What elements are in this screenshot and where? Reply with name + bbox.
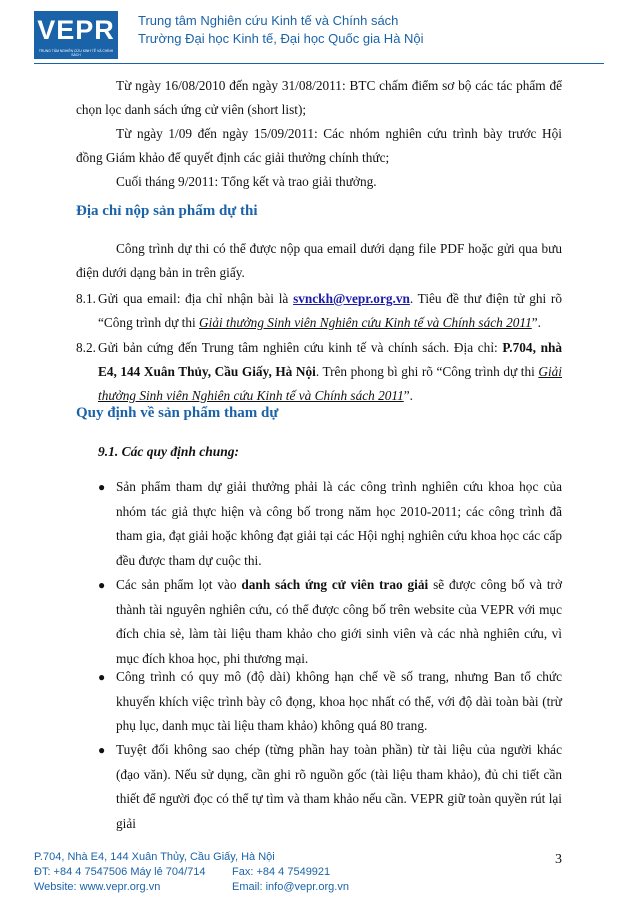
item-8-2 [98, 336, 562, 408]
footer-phone: ĐT: +84 4 7547506 Máy lẻ 704/714 [34, 866, 206, 878]
bullet-icon: ● [98, 670, 106, 684]
submit-intro: Công trình dự thi có thể được nộp qua email dưới dạng file PDF hoặc gửi qua bưu điện dưới dạng bản in trên giấy. [76, 241, 562, 280]
rules-heading: Quy định về sản phẩm tham dự [76, 405, 279, 421]
item-8-2-text-c: ”. [403, 388, 413, 403]
item-8-1 [98, 287, 562, 335]
item-8-2-number: 8.2. [76, 340, 96, 355]
award-name: Giải thưởng Sinh viên Nghiên cứu Kinh tế và Chính sách 2011 [199, 315, 532, 330]
rule-bullet-2-text-b: sẽ được công bố và trở thành tài nguyên nghiên cứu, có thể được công bố trên website của VEPR với mục đích chia sẻ, làm tài liệu tham khảo cho giới sinh viên và các nhà nghiên cứu, vì mục đích khoa học, phi thương mại. [116, 577, 562, 666]
submission-email-link[interactable]: svnckh@vepr.org.vn [293, 291, 410, 306]
postal-address: P.704, nhà E4, 144 Xuân Thủy, Cầu Giấy, Hà Nội [98, 340, 563, 379]
footer-address: P.704, Nhà E4, 144 Xuân Thủy, Cầu Giấy, Hà Nội [34, 851, 275, 863]
bullet-icon: ● [98, 480, 106, 494]
rule-bullet-1: Sản phẩm tham dự giải thưởng phải là các công trình nghiên cứu khoa học của nhóm tác giả thực hiện và công bố trong năm học 2010-2011; các công trình đã tham gia, đạt giải hoặc không đạt giải tại các Hội nghị nghiên cứu khoa học các cấp đều được tham dự cuộc thi. [116, 479, 562, 568]
item-8-1-text-c: ”. [531, 315, 541, 330]
vepr-logo [34, 11, 118, 59]
logo-subtitle: TRUNG TÂM NGHIÊN CỨU KINH TẾ VÀ CHÍNH SÁCH [38, 49, 114, 57]
item-8-2-text-b: . Trên phong bì ghi rõ “Công trình dự thi [315, 364, 535, 379]
item-8-1-text-a: Gửi qua email: địa chỉ nhận bài là [98, 291, 289, 306]
schedule-paragraph-1: Từ ngày 16/08/2010 đến ngày 31/08/2011: BTC chấm điểm sơ bộ các tác phẩm để chọn lọc danh sách ứng cử viên (short list); [76, 78, 562, 117]
rule-bullet-4: Tuyệt đối không sao chép (từng phần hay toàn phần) từ tài liệu của người khác (đạo văn). Nếu sử dụng, cần ghi rõ nguồn gốc (tài liệu tham khảo), đủ chi tiết cần thiết để người đọc có thể tự tìm và tham khảo nếu cần. VEPR giữ toàn quyền rút lại giải [116, 742, 562, 831]
item-8-2-text-a: Gửi bản cứng đến Trung tâm nghiên cứu kinh tế và chính sách. Địa chỉ: [98, 340, 498, 355]
footer-website[interactable]: Website: www.vepr.org.vn [34, 881, 161, 893]
rule-bullet-2 [116, 573, 562, 671]
candidate-list-term: danh sách ứng cử viên trao giải [241, 577, 429, 592]
item-8-1-text-b: . Tiêu đề thư điện tử ghi rõ “Công trình dự thi [98, 291, 562, 330]
bullet-icon: ● [98, 578, 106, 592]
rule-bullet-3: Công trình có quy mô (độ dài) không hạn chế về số trang, nhưng Ban tổ chức khuyến khích việc trình bày cô đọng, khoa học nhất có thể, với độ dài toàn bài (trừ phụ lục, danh mục tài liệu tham khảo) không quá 80 trang. [116, 669, 562, 734]
schedule-paragraph-3: Cuối tháng 9/2011: Tổng kết và trao giải thưởng. [116, 174, 377, 189]
page-number: 3 [555, 852, 562, 867]
general-rules-subheading: 9.1. Các quy định chung: [98, 444, 240, 459]
rule-bullet-2-text-a: Các sản phẩm lọt vào [116, 577, 237, 592]
submit-address-heading: Địa chỉ nộp sản phẩm dự thi [76, 203, 258, 219]
bullet-icon: ● [98, 743, 106, 757]
header-divider [34, 63, 604, 64]
header-university: Trường Đại học Kinh tế, Đại học Quốc gia Hà Nội [138, 31, 424, 46]
schedule-paragraph-2: Từ ngày 1/09 đến ngày 15/09/2011: Các nhóm nghiên cứu trình bày trước Hội đồng Giám khảo để quyết định các giải thưởng chính thức; [76, 126, 562, 165]
footer-email[interactable]: Email: info@vepr.org.vn [232, 881, 349, 893]
footer-fax: Fax: +84 4 7549921 [232, 866, 331, 878]
header-org-name: Trung tâm Nghiên cứu Kinh tế và Chính sách [138, 13, 399, 28]
logo-text: VEPR [37, 15, 115, 45]
item-8-1-number: 8.1. [76, 291, 96, 306]
award-name: Giải thưởng Sinh viên Nghiên cứu Kinh tế và Chính sách 2011 [98, 364, 562, 403]
